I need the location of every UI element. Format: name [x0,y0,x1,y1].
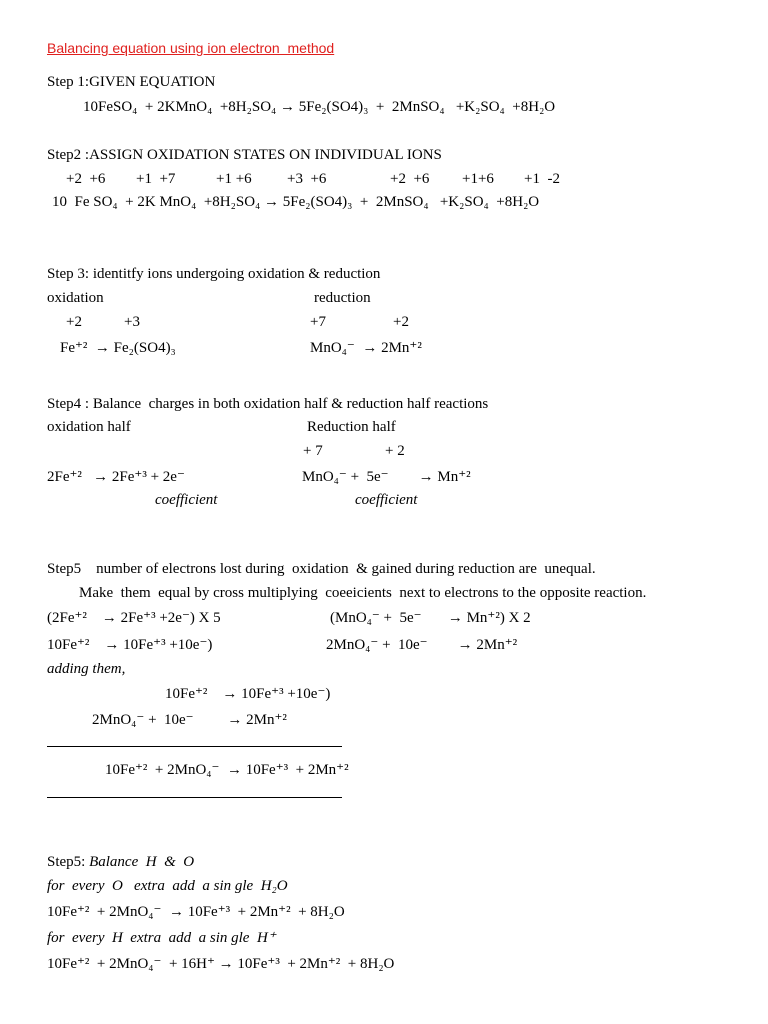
oxidation-result-equation: 10Fe⁺² → 10Fe⁺³ +10e⁻) [47,637,213,653]
divider [47,746,342,747]
oxidation-half-equation: Fe⁺² → Fe₂(SO4)₃ [60,340,176,356]
oxidation-state-label: + 7 [303,443,323,459]
oxidation-state-label: +7 [310,314,326,330]
step5-heading: Step5 number of electrons lost during oxidation & gained during reduction are unequal. [47,561,596,577]
oxidation-state-label: +1 -2 [524,171,560,187]
coefficient-label: coefficient [155,492,218,508]
balance-h-o-heading [47,853,194,871]
reduction-half-label: Reduction half [307,419,396,435]
reduction-half-equation: MnO₄⁻ + 5e⁻ → Mn⁺² [302,469,471,485]
reduction-half-equation: MnO₄⁻ → 2Mn⁺² [310,340,422,356]
oxidation-state-label: +1 +7 [136,171,176,187]
oxidation-half-equation: 2Fe⁺² → 2Fe⁺³ + 2e⁻ [47,469,185,485]
reduction-result-equation: 2MnO₄⁻ + 10e⁻ → 2Mn⁺² [326,637,518,653]
step1-equation: 10FeSO₄ + 2KMnO₄ +8H₂SO₄ → 5Fe₂(SO4)₃ + 2MnSO₄ +K₂SO₄ +8H₂O [83,99,556,115]
oxidation-state-label: +2 [66,314,82,330]
heading-italic: Balance H & O [89,854,195,870]
oxidation-multiply-equation: (2Fe⁺² → 2Fe⁺³ +2e⁻) X 5 [47,610,221,626]
oxidation-state-label: +1+6 [462,171,494,187]
final-balanced-equation: 10Fe⁺² + 2MnO₄⁻ + 16H⁺ → 10Fe⁺³ + 2Mn⁺² + 8H₂O [47,956,395,972]
step5-instruction: Make them equal by cross multiplying coeeicients next to electrons to the opposite reaction. [79,585,647,601]
divider [47,797,342,798]
oxidation-state-label: +1 +6 [216,171,252,187]
oxidation-state-label: +2 +6 [66,171,106,187]
step1-heading: Step 1:GIVEN EQUATION [47,74,216,90]
step2-heading: Step2 :ASSIGN OXIDATION STATES ON INDIVIDUAL IONS [47,147,442,163]
oxidation-state-label: +3 [124,314,140,330]
heading-prefix: Step5: [47,854,90,870]
net-ionic-equation: 10Fe⁺² + 2MnO₄⁻ → 10Fe⁺³ + 2Mn⁺² [105,762,349,778]
sum-oxidation-equation: 10Fe⁺² → 10Fe⁺³ +10e⁻) [165,686,331,702]
reduction-multiply-equation: (MnO₄⁻ + 5e⁻ → Mn⁺²) X 2 [330,610,531,626]
document-title: Balancing equation using ion electron method [47,40,335,56]
reduction-label: reduction [314,290,371,306]
step2-equation: 10 Fe SO₄ + 2K MnO₄ +8H₂SO₄ → 5Fe₂(SO4)₃ + 2MnSO₄ +K₂SO₄ +8H₂O [52,194,540,210]
oxidation-state-label: + 2 [385,443,405,459]
step3-heading: Step 3: identitfy ions undergoing oxidation & reduction [47,266,381,282]
step4-heading: Step4 : Balance charges in both oxidation half & reduction half reactions [47,396,489,412]
oxidation-state-label: +2 +6 [390,171,430,187]
oxidation-state-label: +3 +6 [287,171,327,187]
coefficient-label: coefficient [355,492,418,508]
adding-label: adding them, [47,661,126,677]
oxidation-state-label: +2 [393,314,409,330]
oxidation-label: oxidation [47,290,104,306]
sum-reduction-equation: 2MnO₄⁻ + 10e⁻ → 2Mn⁺² [92,712,287,728]
hydrogen-rule: for every H extra add a sin gle H⁺ [47,930,276,946]
oxygen-rule: for every O extra add a sin gle H₂O [47,878,288,894]
oxidation-half-label: oxidation half [47,419,131,435]
oxygen-balanced-equation: 10Fe⁺² + 2MnO₄⁻ → 10Fe⁺³ + 2Mn⁺² + 8H₂O [47,904,345,920]
